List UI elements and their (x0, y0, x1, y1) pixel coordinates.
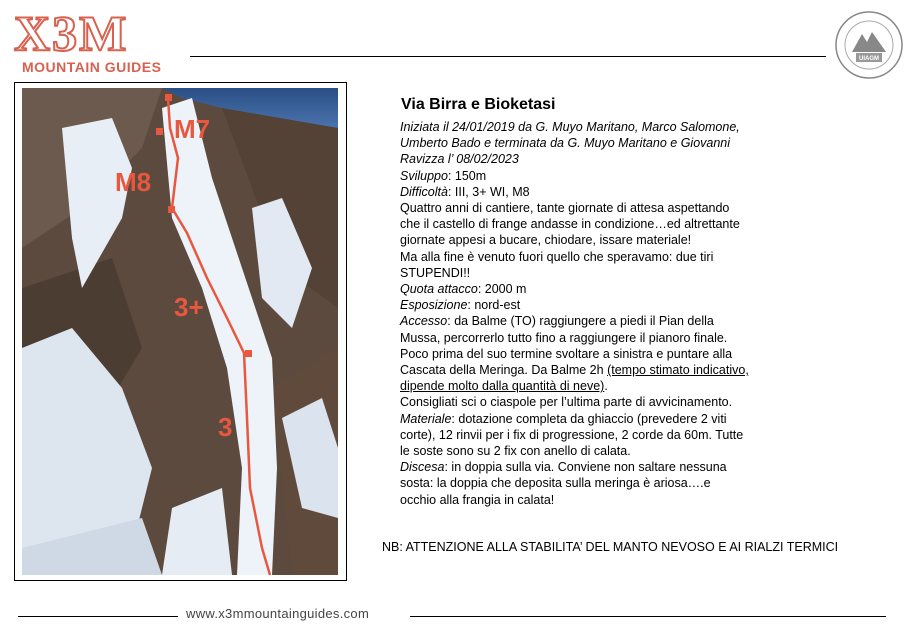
footer-divider-left (18, 616, 178, 617)
pitch-label-3: 3 (218, 412, 233, 442)
description-line: giornate appesi a bucare, chiodare, issare materiale! (400, 233, 692, 248)
footer-website-link[interactable]: www.x3mmountainguides.com (186, 606, 370, 621)
route-description (400, 119, 800, 508)
sviluppo-line: Sviluppo: 150m (400, 168, 487, 183)
belay-marker (156, 128, 163, 135)
footer-divider-right (410, 616, 886, 617)
route-title: Via Birra e Bioketasi (401, 96, 556, 113)
accesso-line: dipende molto dalla quantità di neve). (400, 379, 608, 394)
logo-tagline: MOUNTAIN GUIDES (22, 59, 162, 75)
materiale-line: le soste sono su 2 fix con anello di calata. (400, 444, 631, 459)
started-line: Ravizza l’ 08/02/2023 (400, 152, 519, 167)
route-photo (22, 88, 338, 575)
discesa-line: occhio alla frangia in calata! (400, 492, 555, 507)
accesso-line: Mussa, percorrerlo tutto fino a raggiungere il pianoro finale. (400, 330, 728, 345)
materiale-line: corte), 12 rinvii per i fix di progressione, 2 corde da 60m. Tutte (400, 427, 744, 442)
discesa-line: Discesa: in doppia sulla via. Conviene non saltare nessuna (400, 460, 727, 475)
header-divider (190, 56, 826, 57)
accesso-line: Cascata della Meringa. Da Balme 2h (tempo stimato indicativo, (400, 363, 749, 378)
materiale-line: Materiale: dotazione completa da ghiaccio (prevedere 2 viti (400, 411, 727, 426)
esposizione-line: Esposizione: nord-est (400, 298, 521, 313)
belay-marker (168, 206, 175, 213)
company-logo (14, 5, 184, 80)
accesso-line: Poco prima del suo termine svoltare a sinistra e puntare alla (400, 346, 733, 361)
started-line: Umberto Bado e terminata da G. Muyo Maritano e Giovanni (400, 136, 731, 151)
svg-text:UIAGM: UIAGM (859, 56, 879, 62)
description-line: Quattro anni di cantiere, tante giornate di attesa aspettando (400, 201, 730, 216)
consigliati-line: Consigliati sci o ciaspole per l’ultima parte di avvicinamento. (400, 395, 733, 410)
accesso-line: Accesso: da Balme (TO) raggiungere a piedi il Pian della (400, 314, 714, 329)
pitch-label-m8: M8 (115, 167, 152, 197)
description-line: Ma alla fine è venuto fuori quello che speravamo: due tiri (400, 249, 714, 264)
quota-line: Quota attacco: 2000 m (400, 282, 527, 297)
safety-note: NB: ATTENZIONE ALLA STABILITA’ DEL MANTO NEVOSO E AI RIALZI TERMICI (382, 540, 839, 554)
discesa-line: sosta: la doppia che deposita sulla meringa è ariosa….e (400, 476, 711, 491)
belay-marker (245, 350, 252, 357)
description-line: STUPENDI!! (400, 265, 471, 280)
pitch-label-3plus: 3+ (174, 292, 204, 322)
pitch-label-m7: M7 (174, 114, 211, 144)
footer (0, 600, 916, 630)
logo-wordmark: X3M (14, 5, 129, 61)
belay-marker (165, 94, 172, 101)
uiagm-seal-icon (834, 10, 904, 80)
description-line: che il castello di frange andasse in condizione…ed altrettante (400, 217, 740, 232)
difficolta-line: Difficoltà: III, 3+ WI, M8 (400, 184, 530, 199)
started-line: Iniziata il 24/01/2019 da G. Muyo Maritano, Marco Salomone, (400, 120, 740, 134)
